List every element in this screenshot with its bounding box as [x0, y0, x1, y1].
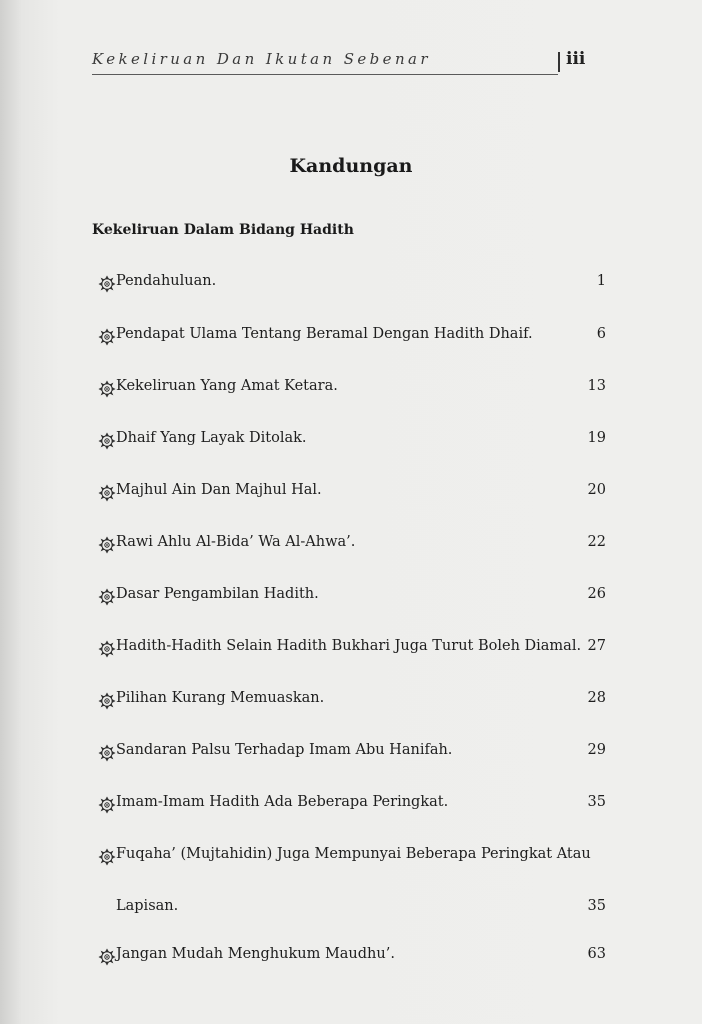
- ornament-bullet-icon: [98, 848, 116, 866]
- toc-entry: [92, 430, 614, 456]
- ornament-bullet-icon: [98, 328, 116, 346]
- toc-entry-page-number: 6: [596, 326, 606, 342]
- toc-entry-text: Imam-Imam Hadith Ada Beberapa Peringkat.: [116, 794, 449, 810]
- toc-entry: [92, 534, 614, 560]
- toc-entry-page-number: 29: [587, 742, 606, 758]
- ornament-bullet-icon: [98, 432, 116, 450]
- toc-entry-page-number: 20: [587, 482, 606, 498]
- toc-entry: [92, 378, 614, 404]
- toc-entry: [92, 586, 614, 612]
- running-head: [92, 50, 612, 76]
- toc-entry: [92, 273, 614, 299]
- toc-entry-text: Pendahuluan.: [116, 273, 217, 289]
- toc-title: Kandungan: [289, 155, 413, 177]
- toc-entry-text: Pilihan Kurang Memuaskan.: [116, 690, 325, 706]
- toc-entry: [92, 742, 614, 768]
- toc-entry: [92, 482, 614, 508]
- toc-entry-page-number: 26: [587, 586, 606, 602]
- toc-entry-text: Sandaran Palsu Terhadap Imam Abu Hanifah.: [116, 742, 453, 758]
- toc-entry: [92, 690, 614, 716]
- ornament-bullet-icon: [98, 380, 116, 398]
- running-head-rule: [92, 74, 558, 75]
- toc-entry-text: Jangan Mudah Menghukum Maudhu’.: [116, 946, 395, 962]
- toc-entry-text: Pendapat Ulama Tentang Beramal Dengan Hadith Dhaif.: [116, 326, 533, 342]
- toc-entry-text: Fuqaha’ (Mujtahidin) Juga Mempunyai Beberapa Peringkat Atau: [116, 846, 591, 862]
- toc-entry: [92, 846, 614, 914]
- toc-entry-text: Dasar Pengambilan Hadith.: [116, 586, 319, 602]
- ornament-bullet-icon: [98, 484, 116, 502]
- toc-entry-text: Rawi Ahlu Al-Bida’ Wa Al-Ahwa’.: [116, 534, 356, 550]
- toc-entry-text: Dhaif Yang Layak Ditolak.: [116, 430, 307, 446]
- toc-entry-page-number: 35: [587, 794, 606, 810]
- toc-entry-page-number: 19: [587, 430, 606, 446]
- ornament-bullet-icon: [98, 692, 116, 710]
- ornament-bullet-icon: [98, 640, 116, 658]
- toc-entry-page-number: 1: [596, 273, 606, 289]
- toc-entry-continuation: Lapisan.: [116, 898, 179, 914]
- toc-entry-text: Majhul Ain Dan Majhul Hal.: [116, 482, 322, 498]
- toc-entry-page-number: 27: [587, 638, 606, 654]
- running-head-divider: [558, 52, 560, 72]
- ornament-bullet-icon: [98, 796, 116, 814]
- ornament-bullet-icon: [98, 536, 116, 554]
- running-head-title: Kekeliruan Dan Ikutan Sebenar: [92, 50, 431, 68]
- toc-entry-page-number: 35: [587, 898, 606, 914]
- ornament-bullet-icon: [98, 275, 116, 293]
- toc-entry: [92, 638, 614, 664]
- toc-entry: [92, 794, 614, 820]
- page-number: iii: [566, 49, 586, 69]
- toc-entry-text: Kekeliruan Yang Amat Ketara.: [116, 378, 338, 394]
- ornament-bullet-icon: [98, 948, 116, 966]
- toc-entry: [92, 946, 614, 972]
- toc-entry-page-number: 63: [587, 946, 606, 962]
- ornament-bullet-icon: [98, 588, 116, 606]
- toc-entry: [92, 326, 614, 352]
- toc-entry-page-number: 22: [587, 534, 606, 550]
- toc-entry-text: Hadith-Hadith Selain Hadith Bukhari Juga Turut Boleh Diamal.: [116, 638, 582, 654]
- toc-entry-page-number: 28: [587, 690, 606, 706]
- toc-section-heading: Kekeliruan Dalam Bidang Hadith: [92, 222, 354, 238]
- toc-entry-page-number: 13: [587, 378, 606, 394]
- ornament-bullet-icon: [98, 744, 116, 762]
